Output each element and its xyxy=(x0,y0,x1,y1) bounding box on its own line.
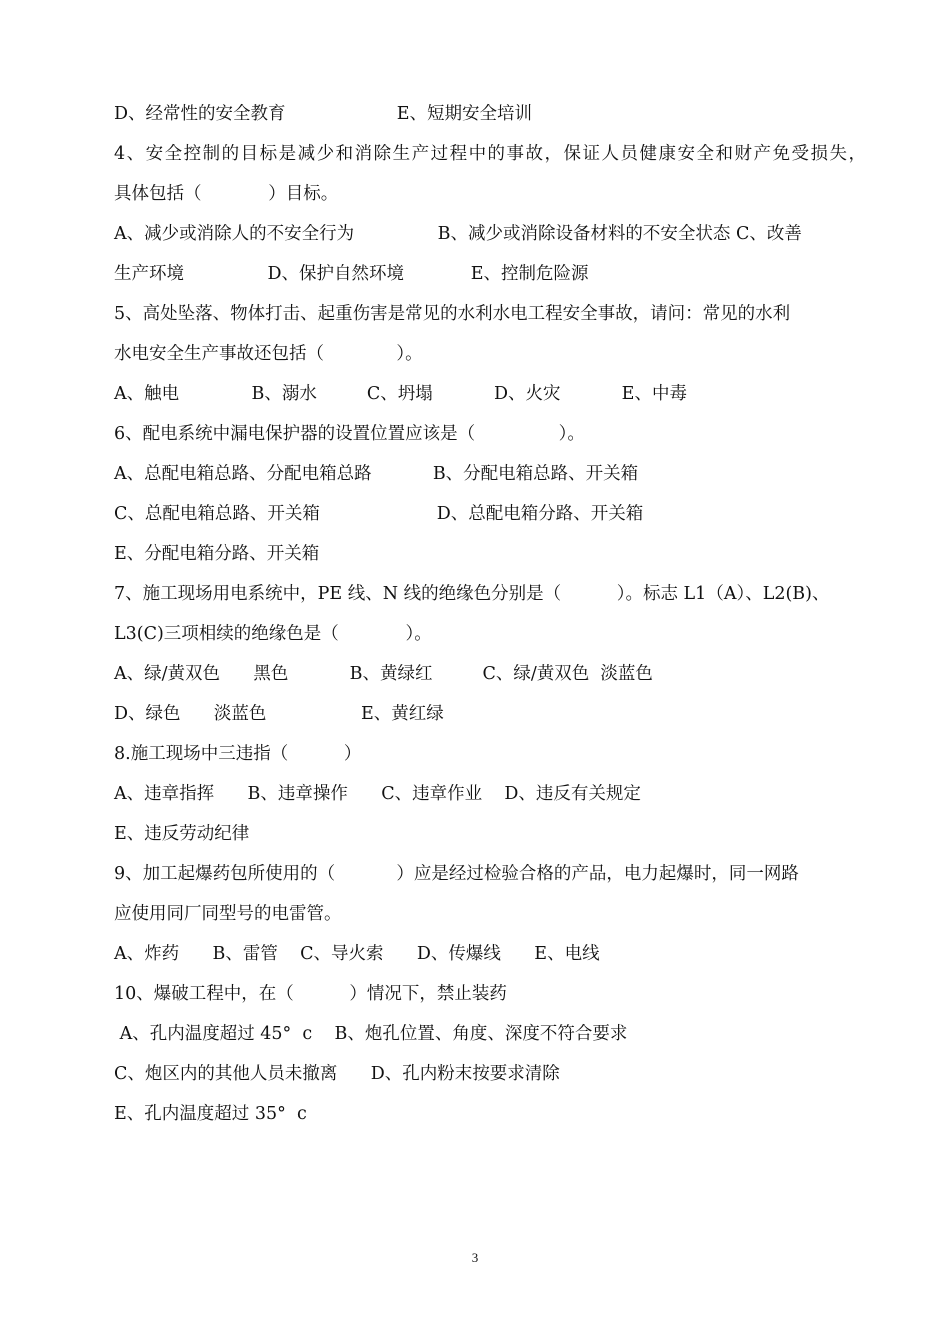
text-line: 5、高处坠落、物体打击、起重伤害是常见的水利水电工程安全事故，请问：常见的水利 xyxy=(114,304,791,324)
text-line: 9、加工起爆药包所使用的（ ）应是经过检验合格的产品，电力起爆时，同一网路 xyxy=(114,864,799,884)
text-line: 6、配电系统中漏电保护器的设置位置应该是（ ）。 xyxy=(114,424,585,444)
text-line: A、减少或消除人的不安全行为 B、减少或消除设备材料的不安全状态 C、改善 xyxy=(114,224,802,244)
text-line: E、违反劳动纪律 xyxy=(114,824,250,844)
text-line: D、绿色 淡蓝色 E、黄红绿 xyxy=(114,704,444,724)
text-line: 水电安全生产事故还包括（ ）。 xyxy=(114,344,423,364)
text-line: C、总配电箱总路、开关箱 D、总配电箱分路、开关箱 xyxy=(114,504,644,524)
text-line: 具体包括（ ）目标。 xyxy=(114,184,339,204)
text-line: A、绿/黄双色 黑色 B、黄绿红 C、绿/黄双色 淡蓝色 xyxy=(114,664,653,684)
text-line: 10、爆破工程中，在（ ）情况下，禁止装药 xyxy=(114,984,507,1004)
text-line: A、总配电箱总路、分配电箱总路 B、分配电箱总路、开关箱 xyxy=(114,464,639,484)
text-line: 应使用同厂同型号的电雷管。 xyxy=(114,904,342,924)
text-line: 生产环境 D、保护自然环境 E、控制危险源 xyxy=(114,264,589,284)
text-line: E、孔内温度超过 35° c xyxy=(114,1104,307,1124)
text-line: A、孔内温度超过 45° c B、炮孔位置、角度、深度不符合要求 xyxy=(114,1024,628,1044)
text-line: L3(C)三项相续的绝缘色是（ ）。 xyxy=(114,624,432,644)
text-line: 4、安全控制的目标是减少和消除生产过程中的事故，保证人员健康安全和财产免受损失， xyxy=(114,144,866,164)
text-line: C、炮区内的其他人员未撤离 D、孔内粉末按要求清除 xyxy=(114,1064,560,1084)
text-line: 7、施工现场用电系统中，PE 线、N 线的绝缘色分别是（ ）。标志 L1（A）、L2(B)、 xyxy=(114,584,830,604)
page-number: 3 xyxy=(471,1250,479,1265)
text-line: A、触电 B、溺水 C、坍塌 D、火灾 E、中毒 xyxy=(114,384,687,404)
text-line: A、违章指挥 B、违章操作 C、违章作业 D、违反有关规定 xyxy=(114,784,641,804)
text-line: A、炸药 B、雷管 C、导火索 D、传爆线 E、电线 xyxy=(114,944,600,964)
text-line: 8.施工现场中三违指（ ） xyxy=(114,744,362,764)
text-line: D、经常性的安全教育 E、短期安全培训 xyxy=(114,104,533,124)
text-line: E、分配电箱分路、开关箱 xyxy=(114,544,320,564)
